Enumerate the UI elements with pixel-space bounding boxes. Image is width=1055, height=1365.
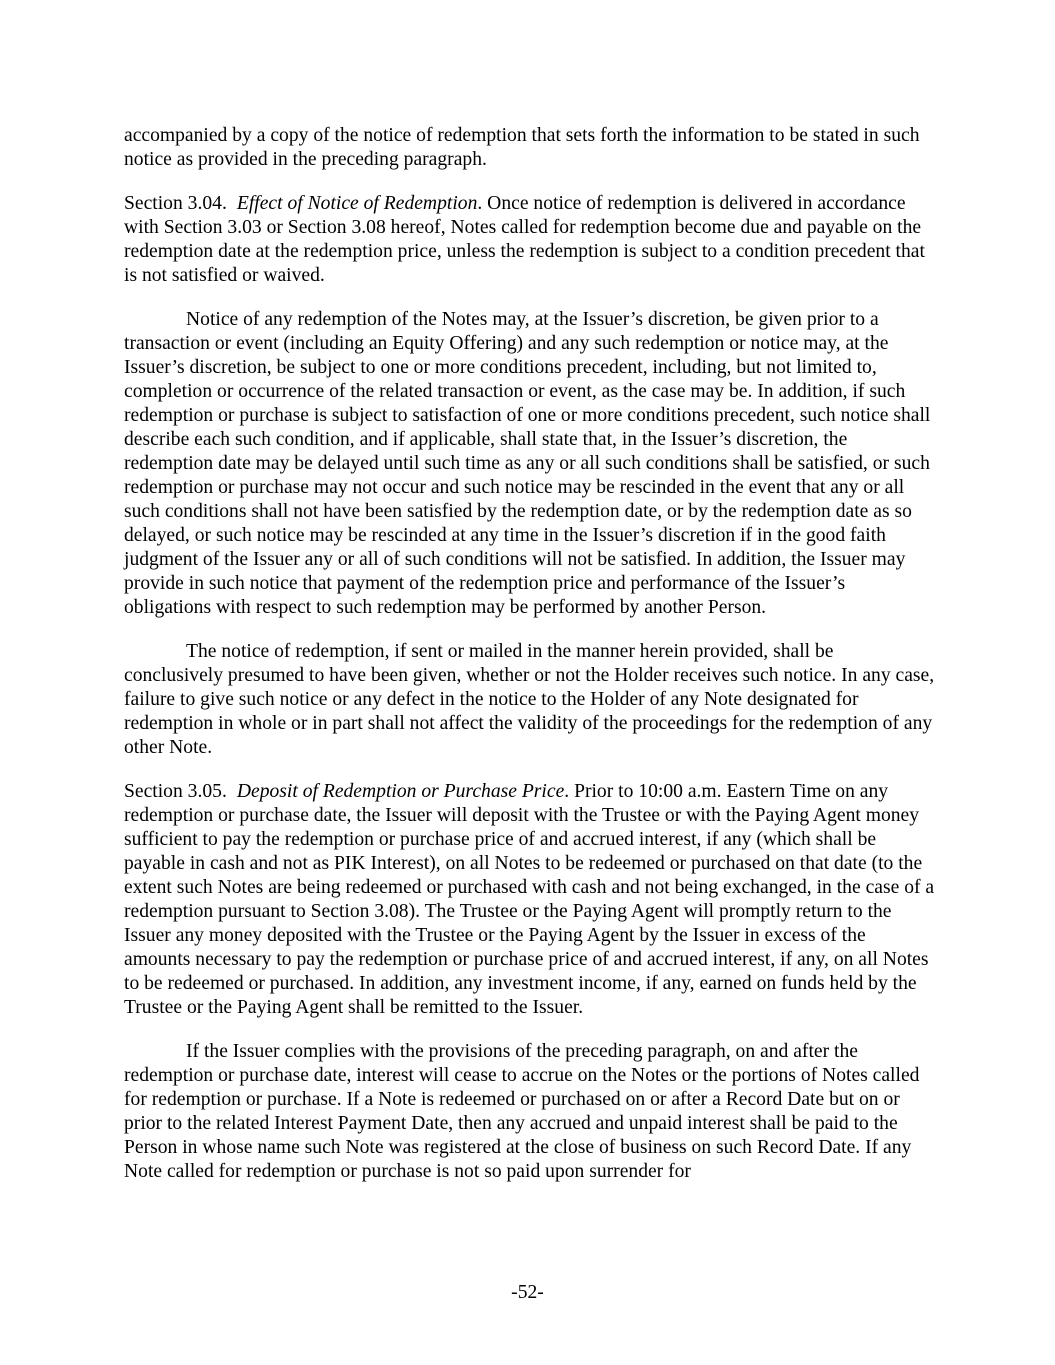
paragraph-continuation: accompanied by a copy of the notice of redemption that sets forth the information to be stated in such notice as provided in the preceding paragraph. <box>124 125 920 170</box>
paragraph-interest-cease: If the Issuer complies with the provisions of the preceding paragraph, on and after the redemption or purchase date, interest will cease to accrue on the Notes or the portions of Notes called for redemption or purchase. If a Note is redeemed or purchased on or after a Record Date but on or prior to the related Interest Payment Date, then any accrued and unpaid interest shall be paid to the Person in whose name such Note was registered at the close of business on such Record Date. If any Note called for redemption or purchase is not so paid upon surrender for <box>124 1041 920 1182</box>
page-number: -52- <box>511 1282 544 1303</box>
section-number: Section 3.04. <box>124 193 227 214</box>
section-3-04-paragraph <box>124 192 936 288</box>
section-3-05-paragraph <box>124 780 936 1020</box>
section-title: Deposit of Redemption or Purchase Price <box>236 781 565 802</box>
paragraph-notice-presumed: The notice of redemption, if sent or mailed in the manner herein provided, shall be conclusively presumed to have been given, whether or not the Holder receives such notice. In any case, failure to give such notice or any defect in the notice to the Holder of any Note designated for redemption in whole or in part shall not affect the validity of the proceedings for the redemption of any other Note. <box>124 641 935 758</box>
paragraph-notice-conditions: Notice of any redemption of the Notes may, at the Issuer’s discretion, be given prior to a transaction or event (including an Equity Offering) and any such redemption or notice may, at the Issuer’s discretion, be subject to one or more conditions precedent, including, but not limited to, completion or occurrence of the related transaction or event, as the case may be. In addition, if such redemption or purchase is subject to satisfaction of one or more conditions precedent, such notice shall describe each such condition, and if applicable, shall state that, in the Issuer’s discretion, the redemption date may be delayed until such time as any or all such conditions shall be satisfied, or such redemption or purchase may not occur and such notice may be rescinded in the event that any or all such conditions shall not have been satisfied by the redemption date, or by the redemption date as so delayed, or such notice may be rescinded at any time in the Issuer’s discretion if in the good faith judgment of the Issuer any or all of such conditions will not be satisfied. In addition, the Issuer may provide in such notice that payment of the redemption price and performance of the Issuer’s obligations with respect to such redemption may be performed by another Person. <box>124 309 931 618</box>
section-title: Effect of Notice of Redemption <box>236 193 478 214</box>
section-body: . Prior to 10:00 a.m. Eastern Time on any redemption or purchase date, the Issuer will deposit with the Trustee or with the Paying Agent money sufficient to pay the redemption or purchase price of and accrued interest, if any (which shall be payable in cash and not as PIK Interest), on all Notes to be redeemed or purchased on that date (to the extent such Notes are being redeemed or purchased with cash and not being exchanged, in the case of a redemption pursuant to Section 3.08). The Trustee or the Paying Agent will promptly return to the Issuer any money deposited with the Trustee or the Paying Agent by the Issuer in excess of the amounts necessary to pay the redemption or purchase price of and accrued interest, if any, on all Notes to be redeemed or purchased. In addition, any investment income, if any, earned on funds held by the Trustee or the Paying Agent shall be remitted to the Issuer. <box>124 781 935 1018</box>
document-page <box>124 124 936 1204</box>
section-number: Section 3.05. <box>124 781 227 802</box>
section-body: . Once notice of redemption is delivered in accordance with Section 3.03 or Section 3.08 hereof, Notes called for redemption become due and payable on the redemption date at the redemption price, unless the redemption is subject to a condition precedent that is not satisfied or waived. <box>124 193 925 286</box>
